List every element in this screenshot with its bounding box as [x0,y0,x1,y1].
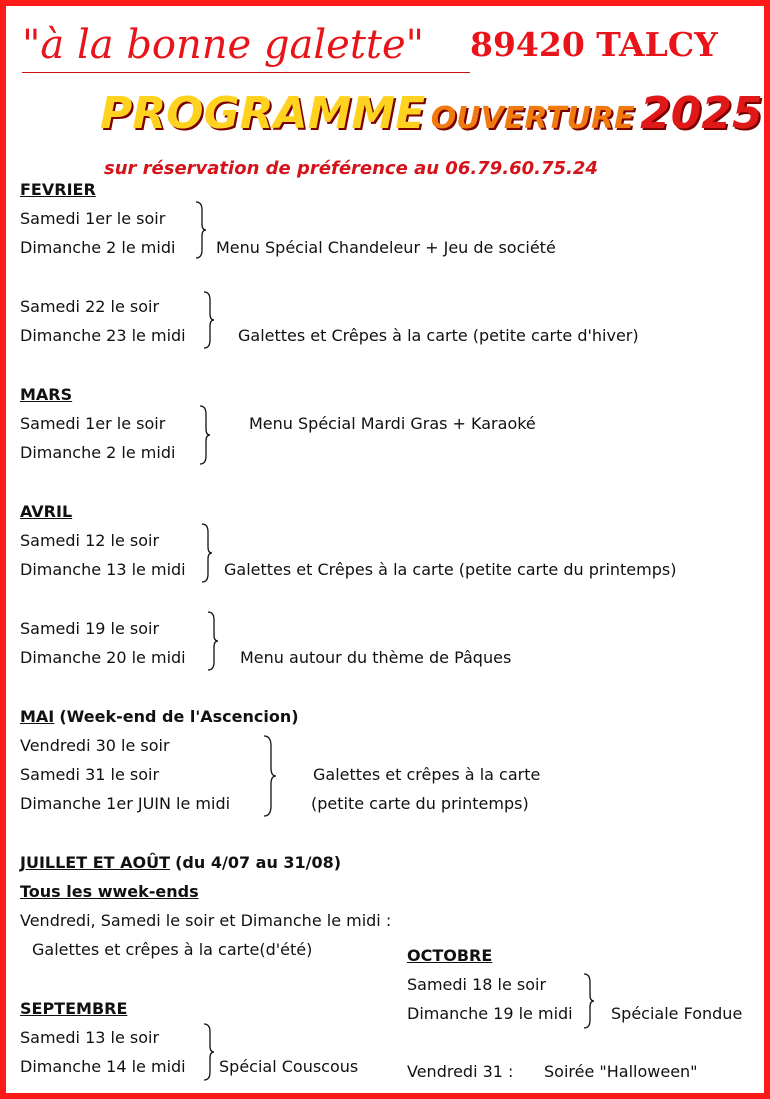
month-heading-mai: MAI [20,707,55,726]
schedule-line: Dimanche 2 le midi [20,238,176,257]
banner-word-ouverture: OUVERTURE [430,101,635,136]
event-description: Galettes et crêpes à la carte(d'été) [32,940,313,959]
grouping-brace [202,290,216,350]
event-description: Galettes et Crêpes à la carte (petite carte d'hiver) [238,326,639,345]
event-description: (petite carte du printemps) [311,794,529,813]
restaurant-name: "à la bonne galette" [22,22,425,68]
reservation-notice: sur réservation de préférence au 06.79.60.75.24 [104,158,598,179]
schedule-line: Samedi 12 le soir [20,531,160,550]
event-description: Menu autour du thème de Pâques [240,648,512,667]
mai-heading-row [20,707,299,727]
schedule-line: Dimanche 13 le midi [20,560,186,579]
schedule-line: Samedi 19 le soir [20,619,160,638]
month-heading-ete: JUILLET ET AOÛT [20,853,171,872]
event-description: Galettes et crêpes à la carte [313,765,541,784]
grouping-brace [200,522,214,584]
month-heading-fevrier: FEVRIER [20,180,96,199]
schedule-line: Dimanche 19 le midi [407,1004,573,1023]
month-heading-mars: MARS [20,385,73,404]
event-description: Galettes et Crêpes à la carte (petite carte du printemps) [224,560,677,579]
event-description: Menu Spécial Mardi Gras + Karaoké [249,414,536,433]
grouping-brace [194,200,208,260]
grouping-brace [198,404,212,466]
schedule-line: Samedi 1er le soir [20,414,166,433]
title-underline [22,72,470,73]
ete-heading-row [20,853,341,873]
schedule-line: Dimanche 2 le midi [20,443,176,462]
schedule-line: Dimanche 14 le midi [20,1057,186,1076]
schedule-line: Vendredi, Samedi le soir et Dimanche le midi : [20,911,392,930]
city-name: 89420 TALCY [470,25,718,64]
schedule-line: Samedi 18 le soir [407,975,547,994]
schedule-line: Samedi 1er le soir [20,209,166,228]
event-description: Soirée "Halloween" [544,1062,698,1081]
month-heading-avril: AVRIL [20,502,73,521]
banner-word-programme: PROGRAMME [100,88,426,139]
month-heading-septembre: SEPTEMBRE [20,999,128,1018]
event-description: Spécial Couscous [219,1057,359,1076]
event-description: Menu Spécial Chandeleur + Jeu de société [216,238,556,257]
schedule-line: Dimanche 1er JUIN le midi [20,794,231,813]
grouping-brace [202,1022,216,1082]
ete-subheading: Tous les wwek-ends [20,882,199,901]
grouping-brace [206,610,220,672]
grouping-brace [582,972,596,1030]
schedule-line: Samedi 31 le soir [20,765,160,784]
schedule-line: Vendredi 30 le soir [20,736,170,755]
banner-year: 2025 [640,88,763,139]
schedule-line: Dimanche 23 le midi [20,326,186,345]
schedule-line: Samedi 22 le soir [20,297,160,316]
mai-heading-note: (Week-end de l'Ascencion) [59,707,299,726]
grouping-brace [262,734,278,818]
schedule-line: Dimanche 20 le midi [20,648,186,667]
schedule-line: Vendredi 31 : [407,1062,514,1081]
schedule-line: Samedi 13 le soir [20,1028,160,1047]
month-heading-octobre: OCTOBRE [407,946,493,965]
event-description: Spéciale Fondue [611,1004,743,1023]
programme-banner [100,84,763,153]
ete-heading-note: (du 4/07 au 31/08) [175,853,342,872]
